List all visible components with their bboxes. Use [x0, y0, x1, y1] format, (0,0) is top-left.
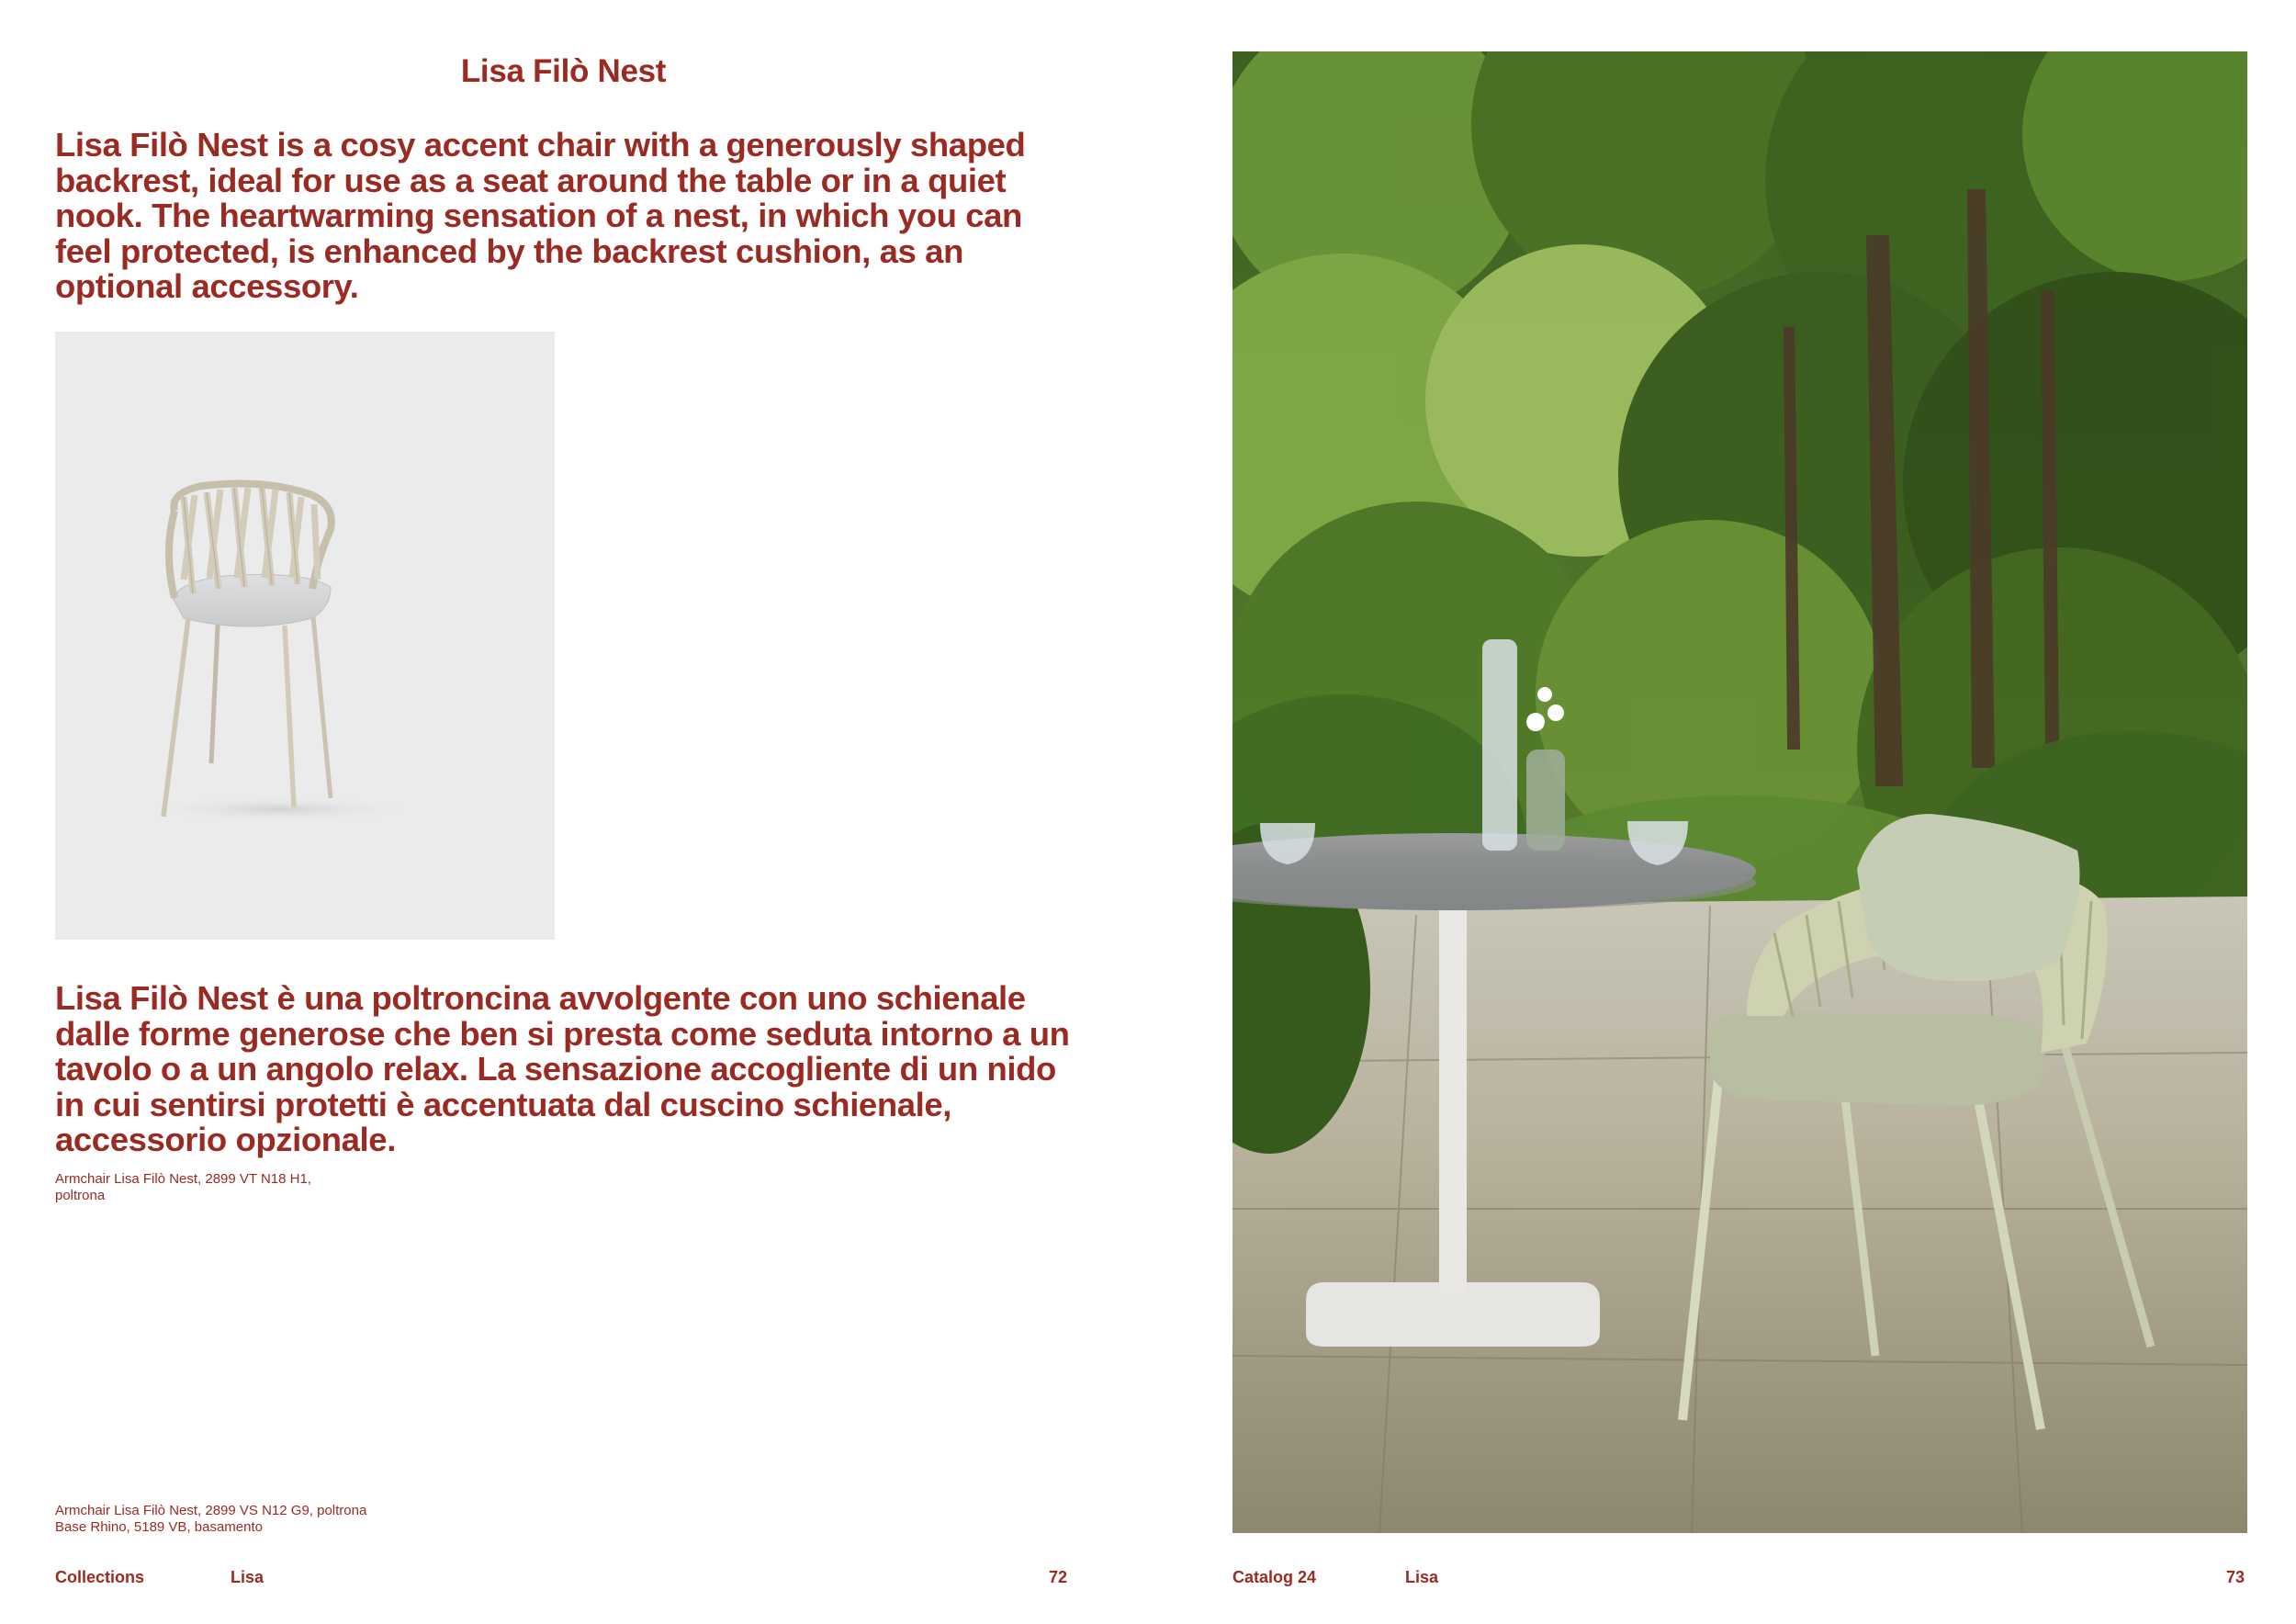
caption-scene: [55, 1503, 366, 1536]
page-number-right: 73: [2226, 1568, 2245, 1586]
garden-scene-photo: [1232, 51, 2247, 1533]
caption-line: Base Rhino, 5189 VB, basamento: [55, 1519, 263, 1535]
page-number-left: 72: [1049, 1568, 1068, 1586]
page-title: Lisa Filò Nest: [460, 53, 667, 89]
footer-section-right: Catalog 24: [1232, 1568, 1317, 1586]
chair-photo-icon: [55, 332, 555, 940]
caption-line: Armchair Lisa Filò Nest, 2899 VT N18 H1,: [55, 1171, 312, 1187]
description-english: Lisa Filò Nest is a cosy accent chair with a generously shaped backrest, ideal for use as a seat around the table or in a quiet nook. The heartwarming sensation of a nest, in which you can feel protected, is enhanced by the backrest cushion, as an optional accessory.: [55, 126, 1026, 305]
caption-line: Armchair Lisa Filò Nest, 2899 VS N12 G9, poltrona: [55, 1503, 367, 1518]
caption-line: poltrona: [55, 1188, 106, 1203]
footer-collection-left: Lisa: [231, 1568, 264, 1586]
description-italian: Lisa Filò Nest è una poltroncina avvolgente con uno schienale dalle forme generose che ben si presta come seduta intorno a un tavolo o a un angolo relax. La sensazione accogliente di un nido in cui sentirsi protetti è accentuata dal cuscino schienale, accessorio opzionale.: [55, 979, 1070, 1158]
footer-section-left: Collections: [55, 1568, 145, 1586]
footer-collection-right: Lisa: [1405, 1568, 1439, 1586]
chair-product-photo: [55, 332, 555, 940]
caption-product: [55, 1171, 311, 1204]
garden-scene-photo-icon: [1232, 51, 2247, 1533]
